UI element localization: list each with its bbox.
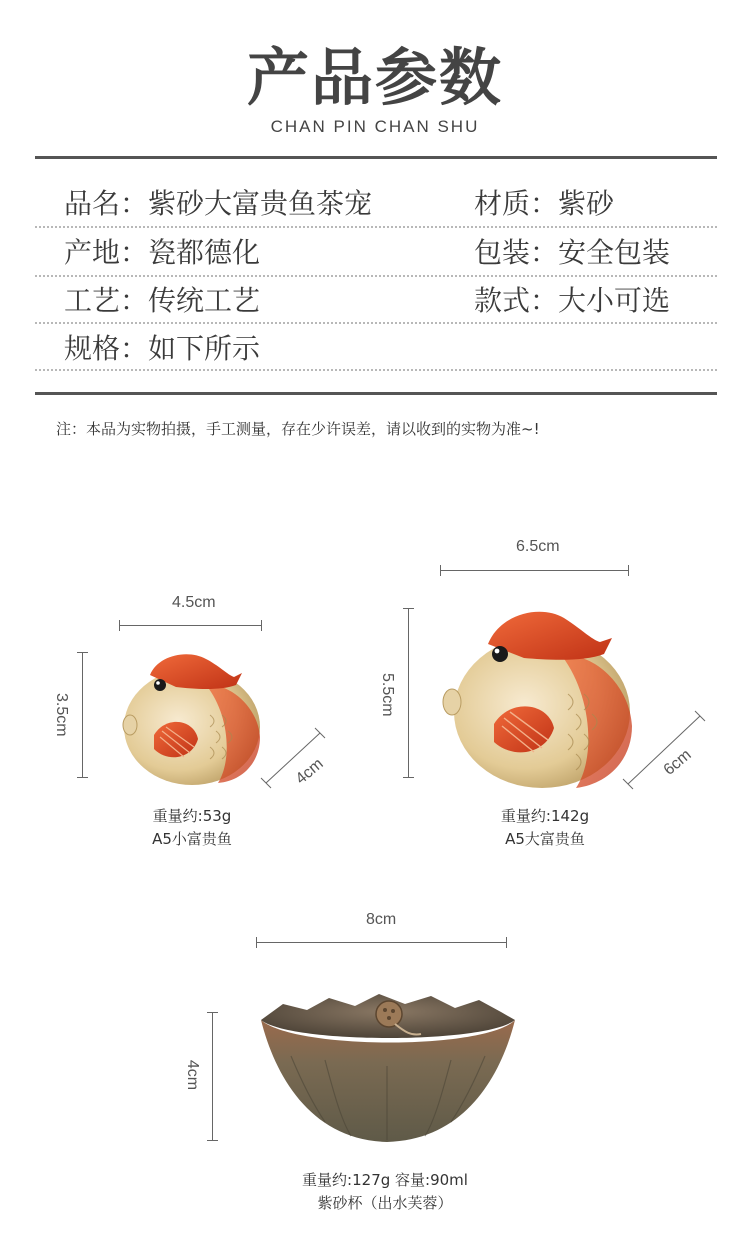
cup-width-label: 8cm (366, 911, 397, 928)
small-product-name: A5小富贵鱼 (152, 830, 232, 848)
spec-craft: 工艺：传统工艺 (64, 284, 261, 317)
large-width-label: 6.5cm (516, 538, 560, 555)
spec-origin: 产地：瓷都德化 (64, 236, 261, 269)
small-height-label: 3.5cm (53, 693, 70, 737)
spec-size: 规格：如下所示 (64, 332, 261, 365)
top-divider (35, 156, 717, 159)
large-product-name: A5大富贵鱼 (505, 830, 585, 848)
large-height-line (408, 608, 409, 778)
measurement-note: 注：本品为实物拍摄，手工测量，存在少许误差，请以收到的实物为准~! (56, 420, 540, 438)
small-height-line (82, 652, 83, 778)
cup-height-label: 4cm (184, 1059, 201, 1091)
small-depth-label: 4cm (292, 755, 327, 788)
spec-style: 款式：大小可选 (474, 284, 671, 317)
cup-width-line (256, 942, 507, 943)
bottom-divider (35, 392, 717, 395)
cup-weight-capacity: 重量约:127g 容量:90ml (302, 1171, 468, 1189)
small-fish-figurine-image (110, 645, 270, 785)
page-title: 产品参数 (246, 41, 503, 114)
cup-product-name: 紫砂杯（出水芙蓉） (317, 1194, 453, 1212)
row-divider (35, 369, 717, 371)
small-width-label: 4.5cm (172, 594, 216, 611)
clay-cup-image (255, 980, 520, 1146)
spec-name: 品名：紫砂大富贵鱼茶宠 (64, 187, 373, 220)
cup-height-line (212, 1012, 213, 1141)
large-fish-figurine-image (438, 602, 638, 792)
row-divider (35, 226, 717, 228)
small-width-line (119, 625, 262, 626)
row-divider (35, 322, 717, 324)
large-width-line (440, 570, 629, 571)
row-divider (35, 275, 717, 277)
page-subtitle: CHAN PIN CHAN SHU (270, 117, 480, 136)
large-height-label: 5.5cm (379, 673, 396, 717)
large-weight: 重量约:142g (500, 807, 590, 825)
small-weight: 重量约:53g (152, 807, 232, 825)
spec-packaging: 包装：安全包装 (474, 236, 671, 269)
large-depth-label: 6cm (660, 746, 695, 779)
spec-material: 材质：紫砂 (474, 187, 615, 220)
